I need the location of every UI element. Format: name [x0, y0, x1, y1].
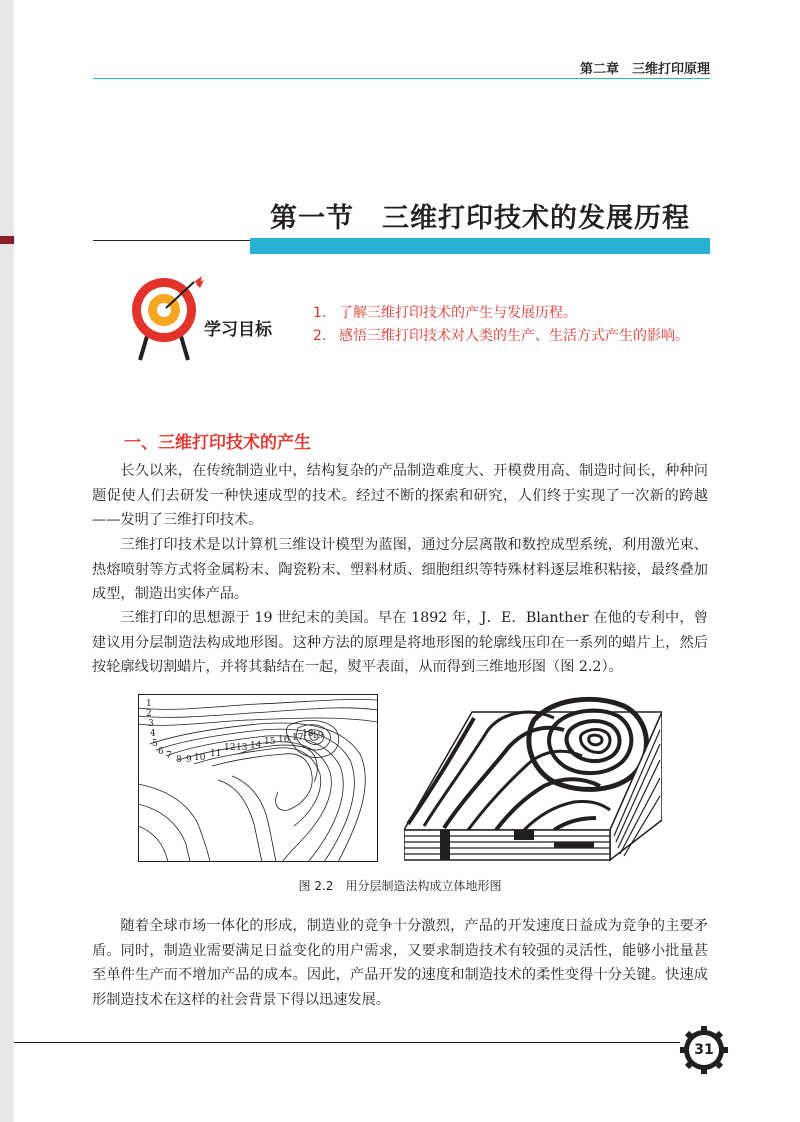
contour-label: 8: [176, 755, 182, 765]
figure-caption: 图 2.2 用分层制造法构成立体地形图: [298, 879, 502, 893]
contour-label: 16: [278, 735, 290, 745]
layered-terrain-model-figure: [404, 690, 662, 862]
objectives-label: 学习目标: [204, 320, 272, 340]
contour-label: 1: [146, 699, 152, 709]
contour-label: 17: [292, 733, 304, 743]
target-icon: [128, 272, 208, 362]
paragraph-1: 长久以来，在传统制造业中，结构复杂的产品制造难度大、开模费用高、制造时间长，种种问题促使人们去研发一种快速成型的技术。经过不断的探索和研究，人们终于实现了一次新的跨越——发明了三维打印技术。: [92, 463, 708, 528]
contour-label: 11: [210, 749, 222, 759]
contour-label: 12: [224, 743, 236, 753]
contour-label: 18: [302, 729, 314, 739]
contour-label: 3: [148, 719, 154, 729]
chapter-header: 第二章 三维打印原理: [579, 62, 710, 77]
section-title: 第一节 三维打印技术的发展历程: [270, 203, 690, 234]
contour-label: 15: [264, 737, 276, 747]
contour-label: 14: [250, 741, 262, 751]
contour-label: 19: [312, 731, 324, 741]
paragraph-2: 三维打印技术是以计算机三维设计模型为蓝图，通过分层离散和数控成型系统，利用激光束、热熔喷射等方式将金属粉末、陶瓷粉末、塑料材质、细胞组织等特殊材料逐层堆积粘接，最终叠加成型，制造出实体产品。: [92, 537, 708, 602]
header-rule: [93, 78, 710, 79]
contour-map-figure: [138, 694, 378, 862]
contour-label: 7: [166, 751, 172, 761]
subsection-title: 一、三维打印技术的产生: [124, 433, 311, 453]
contour-label: 13: [236, 743, 248, 753]
objectives-list: [313, 302, 713, 348]
contour-label: 9: [186, 755, 192, 765]
strip-accent: [0, 236, 14, 244]
contour-label: 6: [158, 747, 164, 757]
paragraph-4: 随着全球市场一体化的形成，制造业的竞争十分激烈，产品的开发速度日益成为竞争的主要矛盾。同时，制造业需要满足日益变化的用户需求，又要求制造技术有较强的灵活性，能够小批量甚至单件生产而不增加产品的成本。因此，产品开发的速度和制造技术的柔性变得十分关键。快速成形制造技术在这样的社会背景下得以迅速发展。: [92, 918, 708, 1008]
objective-item: 2. 感悟三维打印技术对人类的生产、生活方式产生的影响。: [313, 328, 689, 344]
contour-label: 5: [152, 739, 158, 749]
page-number: 31: [694, 1042, 714, 1058]
contour-label: 10: [194, 753, 206, 763]
page-edge-strip: [0, 0, 14, 1122]
contour-label: 4: [150, 729, 156, 739]
contour-label: 2: [146, 709, 152, 719]
objective-item: 1. 了解三维打印技术的产生与发展历程。: [313, 305, 577, 321]
footer-rule: [14, 1042, 680, 1043]
title-accent-bar: [250, 238, 710, 254]
paragraph-3: 三维打印的思想源于 19 世纪末的美国。早在 1892 年，J．E．Blanther 在他的专利中，曾建议用分层制造法构成地形图。这种方法的原理是将地形图的轮廓线压印在一系列的蜡片上，然后按轮廓线切割蜡片，并将其黏结在一起，熨平表面，从而得到三维地形图（图 2.2）。: [92, 610, 708, 675]
